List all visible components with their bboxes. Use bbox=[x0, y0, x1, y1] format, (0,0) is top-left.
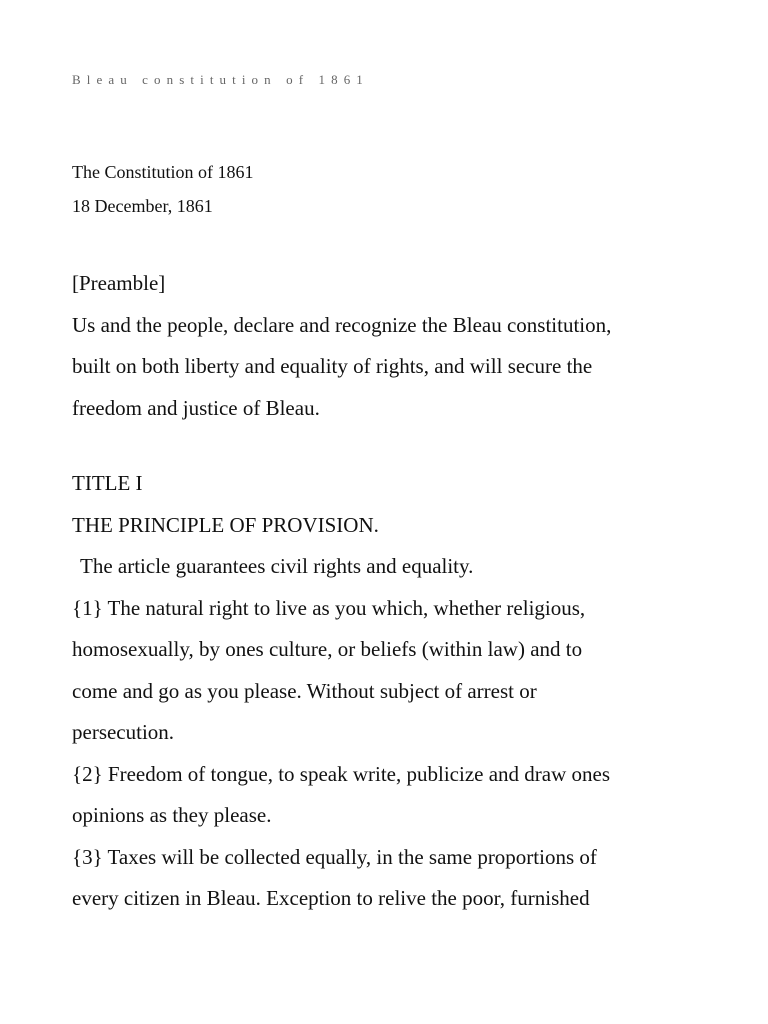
title-subheading: THE PRINCIPLE OF PROVISION. bbox=[72, 512, 379, 537]
document-body bbox=[72, 263, 712, 920]
section-spacer bbox=[72, 429, 712, 463]
article-line: {2} Freedom of tongue, to speak write, publicize and draw ones bbox=[72, 761, 611, 786]
article-line: come and go as you please. Without subject of arrest or bbox=[72, 678, 537, 703]
preamble-line: freedom and justice of Bleau. bbox=[72, 395, 320, 420]
article-1 bbox=[72, 588, 712, 754]
article-line: {1} The natural right to live as you which, whether religious, bbox=[72, 595, 586, 620]
article-3 bbox=[72, 837, 712, 920]
preamble-line: Us and the people, declare and recognize the Bleau constitution, bbox=[72, 312, 612, 337]
document-date: 18 December, 1861 bbox=[72, 196, 213, 216]
preamble-heading: [Preamble] bbox=[72, 271, 166, 295]
document-title: The Constitution of 1861 bbox=[72, 162, 254, 182]
article-line: homosexually, by ones culture, or beliefs (within law) and to bbox=[72, 637, 583, 661]
article-line: persecution. bbox=[72, 720, 175, 744]
article-line: opinions as they please. bbox=[72, 803, 272, 827]
preamble-line: built on both liberty and equality of rights, and will secure the bbox=[72, 354, 593, 378]
article-line: {3} Taxes will be collected equally, in the same proportions of bbox=[72, 844, 597, 869]
article-2 bbox=[72, 754, 712, 837]
article-line: every citizen in Bleau. Exception to relive the poor, furnished bbox=[72, 886, 590, 910]
title-intro: The article guarantees civil rights and equality. bbox=[80, 554, 474, 578]
running-header: Bleau constitution of 1861 bbox=[72, 72, 369, 87]
preamble-text bbox=[72, 305, 712, 430]
document-title-block bbox=[72, 155, 254, 223]
title-heading: TITLE I bbox=[72, 471, 143, 495]
